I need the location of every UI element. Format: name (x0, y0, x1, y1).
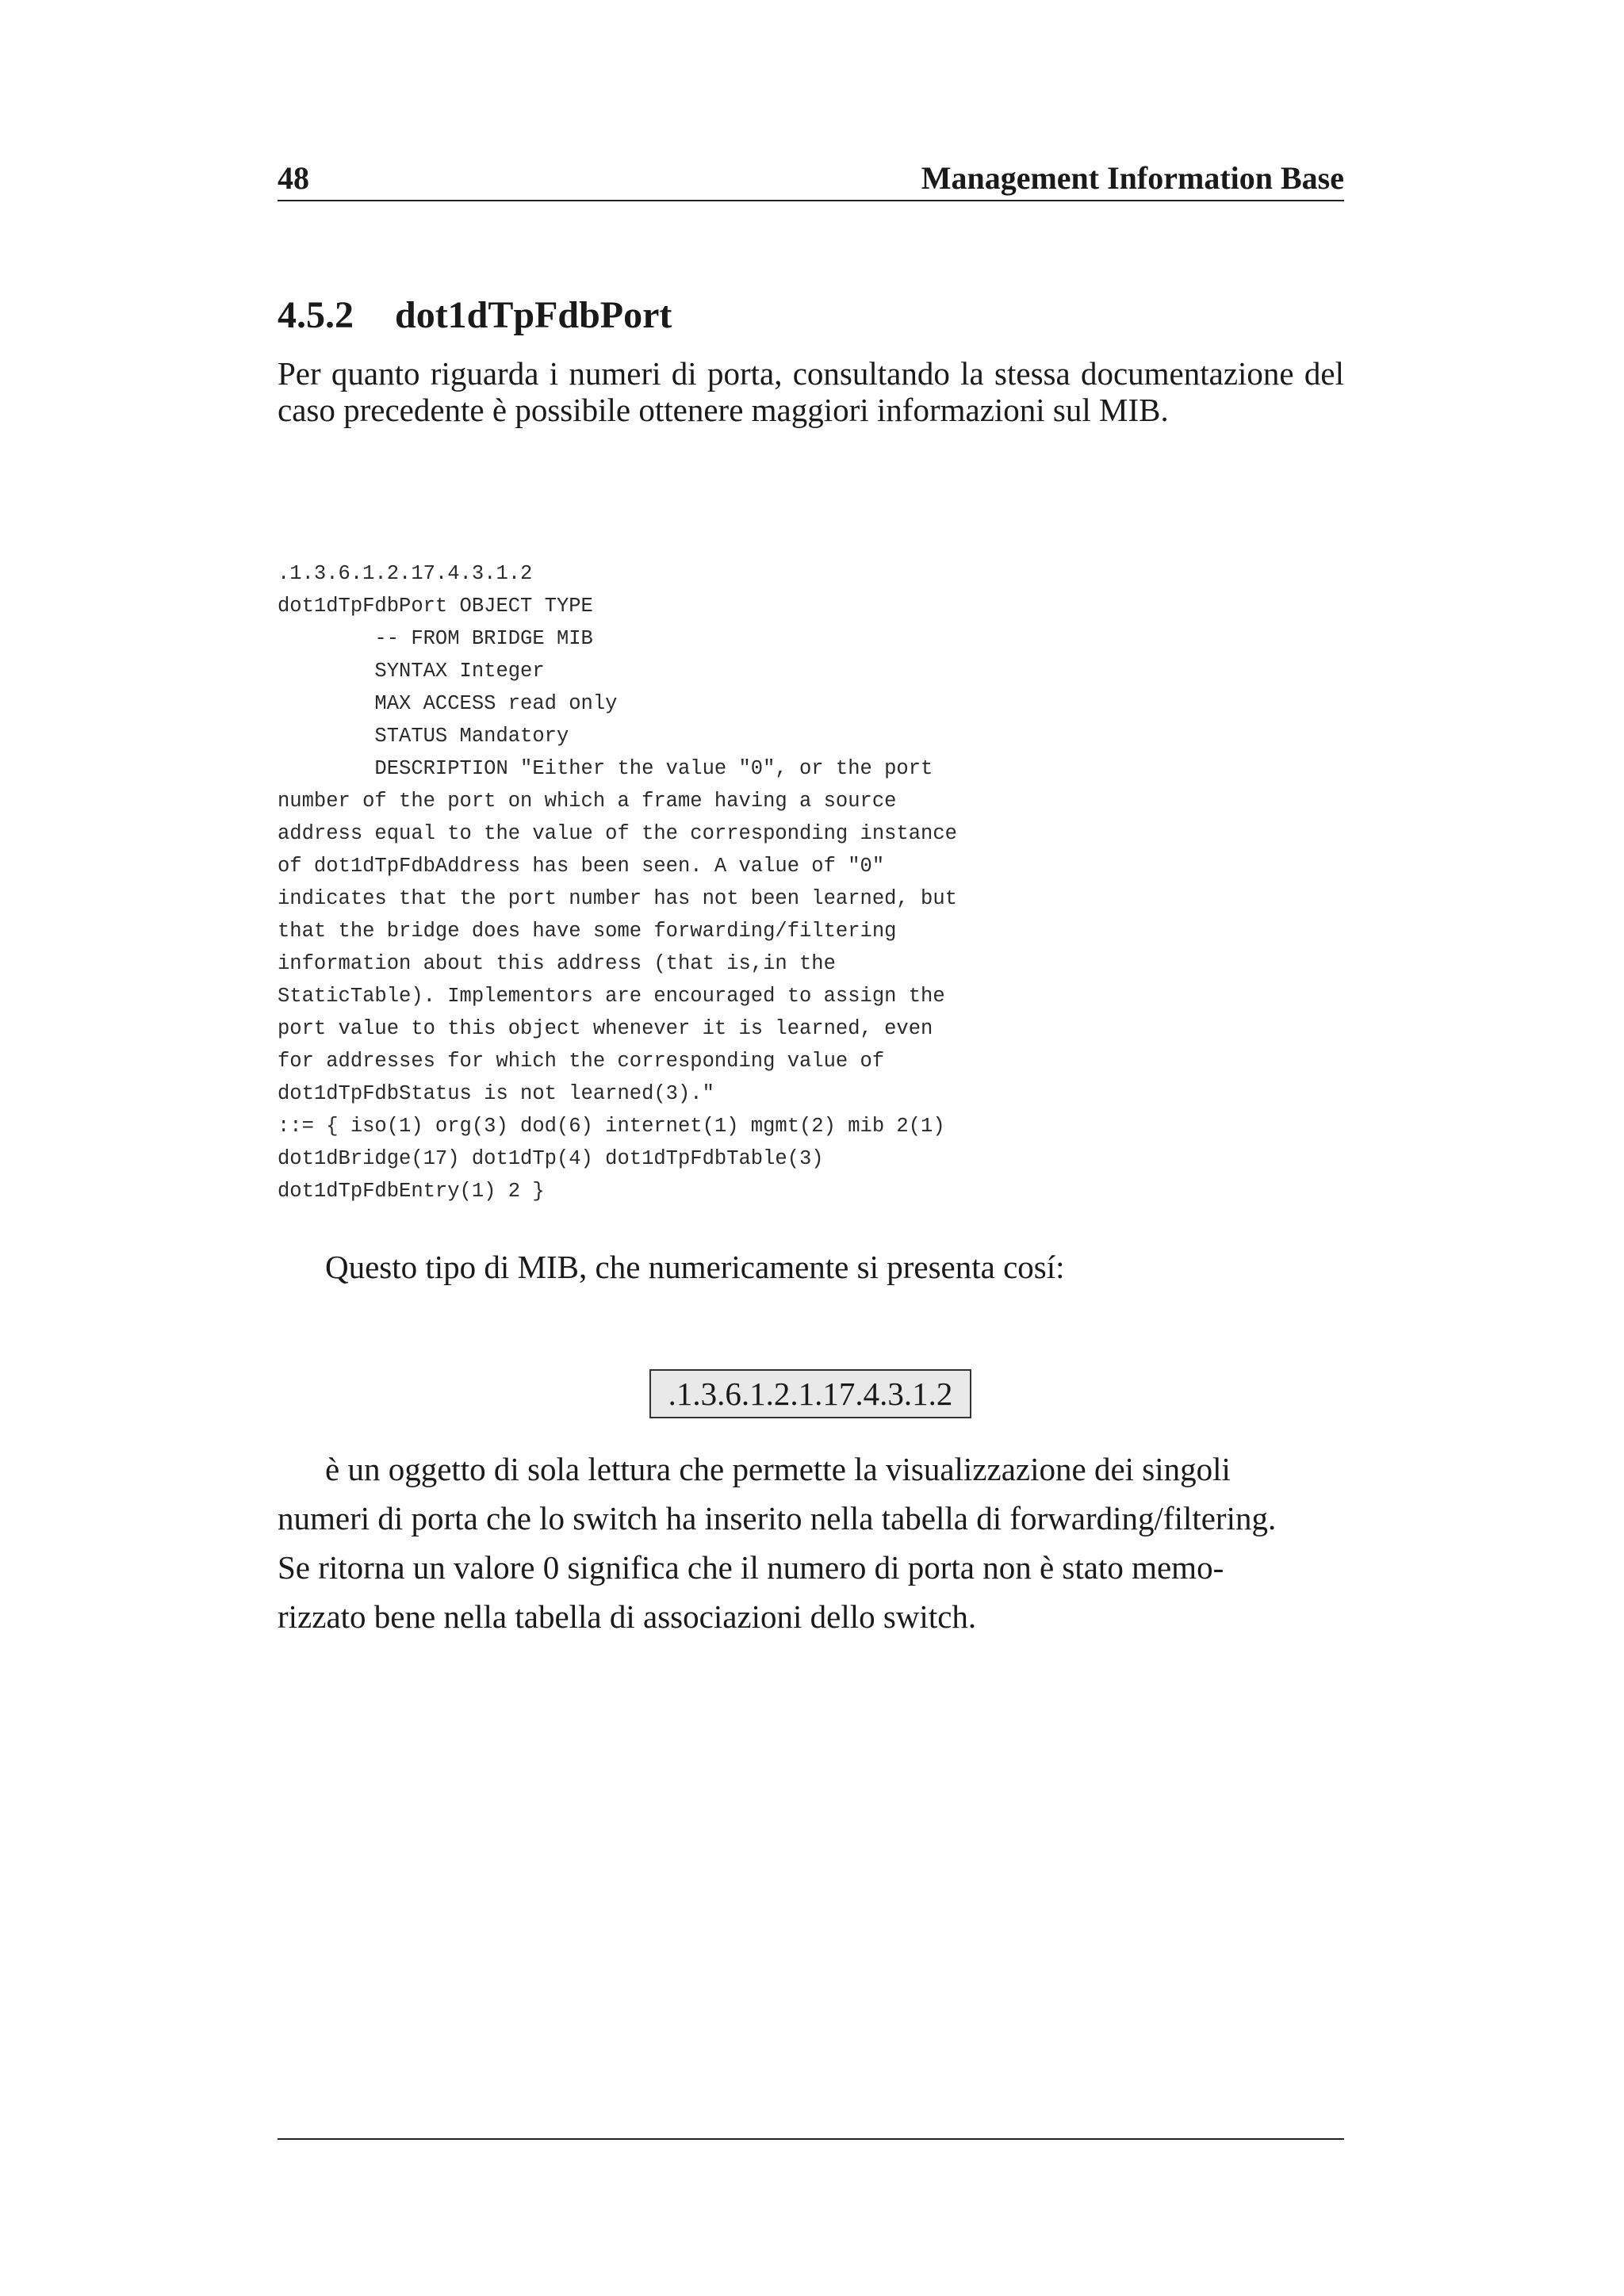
paragraph-line: numeri di porta che lo switch ha inserito nella tabella di forwarding/filtering. (278, 1500, 1277, 1536)
section-number: 4.5.2 (278, 294, 354, 336)
code-line: number of the port on which a frame having a source (278, 790, 897, 813)
code-line: dot1dTpFdbStatus is not learned(3)." (278, 1082, 714, 1105)
code-line: of dot1dTpFdbAddress has been seen. A value of "0" (278, 855, 885, 878)
code-line: MAX ACCESS read only (278, 692, 618, 715)
code-line: .1.3.6.1.2.17.4.3.1.2 (278, 562, 533, 585)
code-line: SYNTAX Integer (278, 660, 545, 683)
page-number: 48 (278, 160, 309, 196)
section-title: dot1dTpFdbPort (395, 294, 672, 336)
code-line: dot1dTpFdbEntry(1) 2 } (278, 1180, 545, 1203)
mib-code-block (278, 557, 1344, 1207)
paragraph-line: rizzato bene nella tabella di associazioni dello switch. (278, 1598, 977, 1635)
code-line: information about this address (that is,in the (278, 952, 836, 975)
running-header (278, 159, 1344, 201)
oid-box: .1.3.6.1.2.1.17.4.3.1.2 (649, 1369, 971, 1418)
paragraph-description (278, 1445, 1384, 1641)
code-line: port value to this object whenever it is learned, even (278, 1017, 933, 1040)
code-line: indicates that the port number has not been learned, but (278, 887, 957, 910)
code-line: dot1dBridge(17) dot1dTp(4) dot1dTpFdbTable(3) (278, 1147, 824, 1170)
code-line: StaticTable). Implementors are encouraged to assign the (278, 985, 945, 1008)
footer-rule (278, 2138, 1344, 2140)
running-title: Management Information Base (921, 160, 1344, 196)
code-line: address equal to the value of the corresponding instance (278, 822, 957, 845)
paragraph-mib-numeric: Questo tipo di MIB, che numericamente si presenta cosí: (325, 1249, 1065, 1285)
paragraph-line: Se ritorna un valore 0 significa che il numero di porta non è stato memo- (278, 1549, 1224, 1586)
intro-paragraph: Per quanto riguarda i numeri di porta, consultando la stessa documentazione del caso precedente è possibile ottenere maggiori informazioni sul MIB. (278, 355, 1344, 428)
paragraph-line: è un oggetto di sola lettura che permette la visualizzazione dei singoli (325, 1451, 1231, 1487)
code-line: that the bridge does have some forwarding/filtering (278, 920, 897, 943)
code-line: dot1dTpFdbPort OBJECT TYPE (278, 595, 593, 618)
code-line: DESCRIPTION "Either the value "0", or the port (278, 757, 933, 780)
section-heading (278, 293, 672, 338)
code-line: for addresses for which the corresponding value of (278, 1050, 885, 1073)
code-line: ::= { iso(1) org(3) dod(6) internet(1) mgmt(2) mib 2(1) (278, 1115, 945, 1138)
code-line: STATUS Mandatory (278, 725, 569, 748)
code-line: -- FROM BRIDGE MIB (278, 627, 593, 650)
